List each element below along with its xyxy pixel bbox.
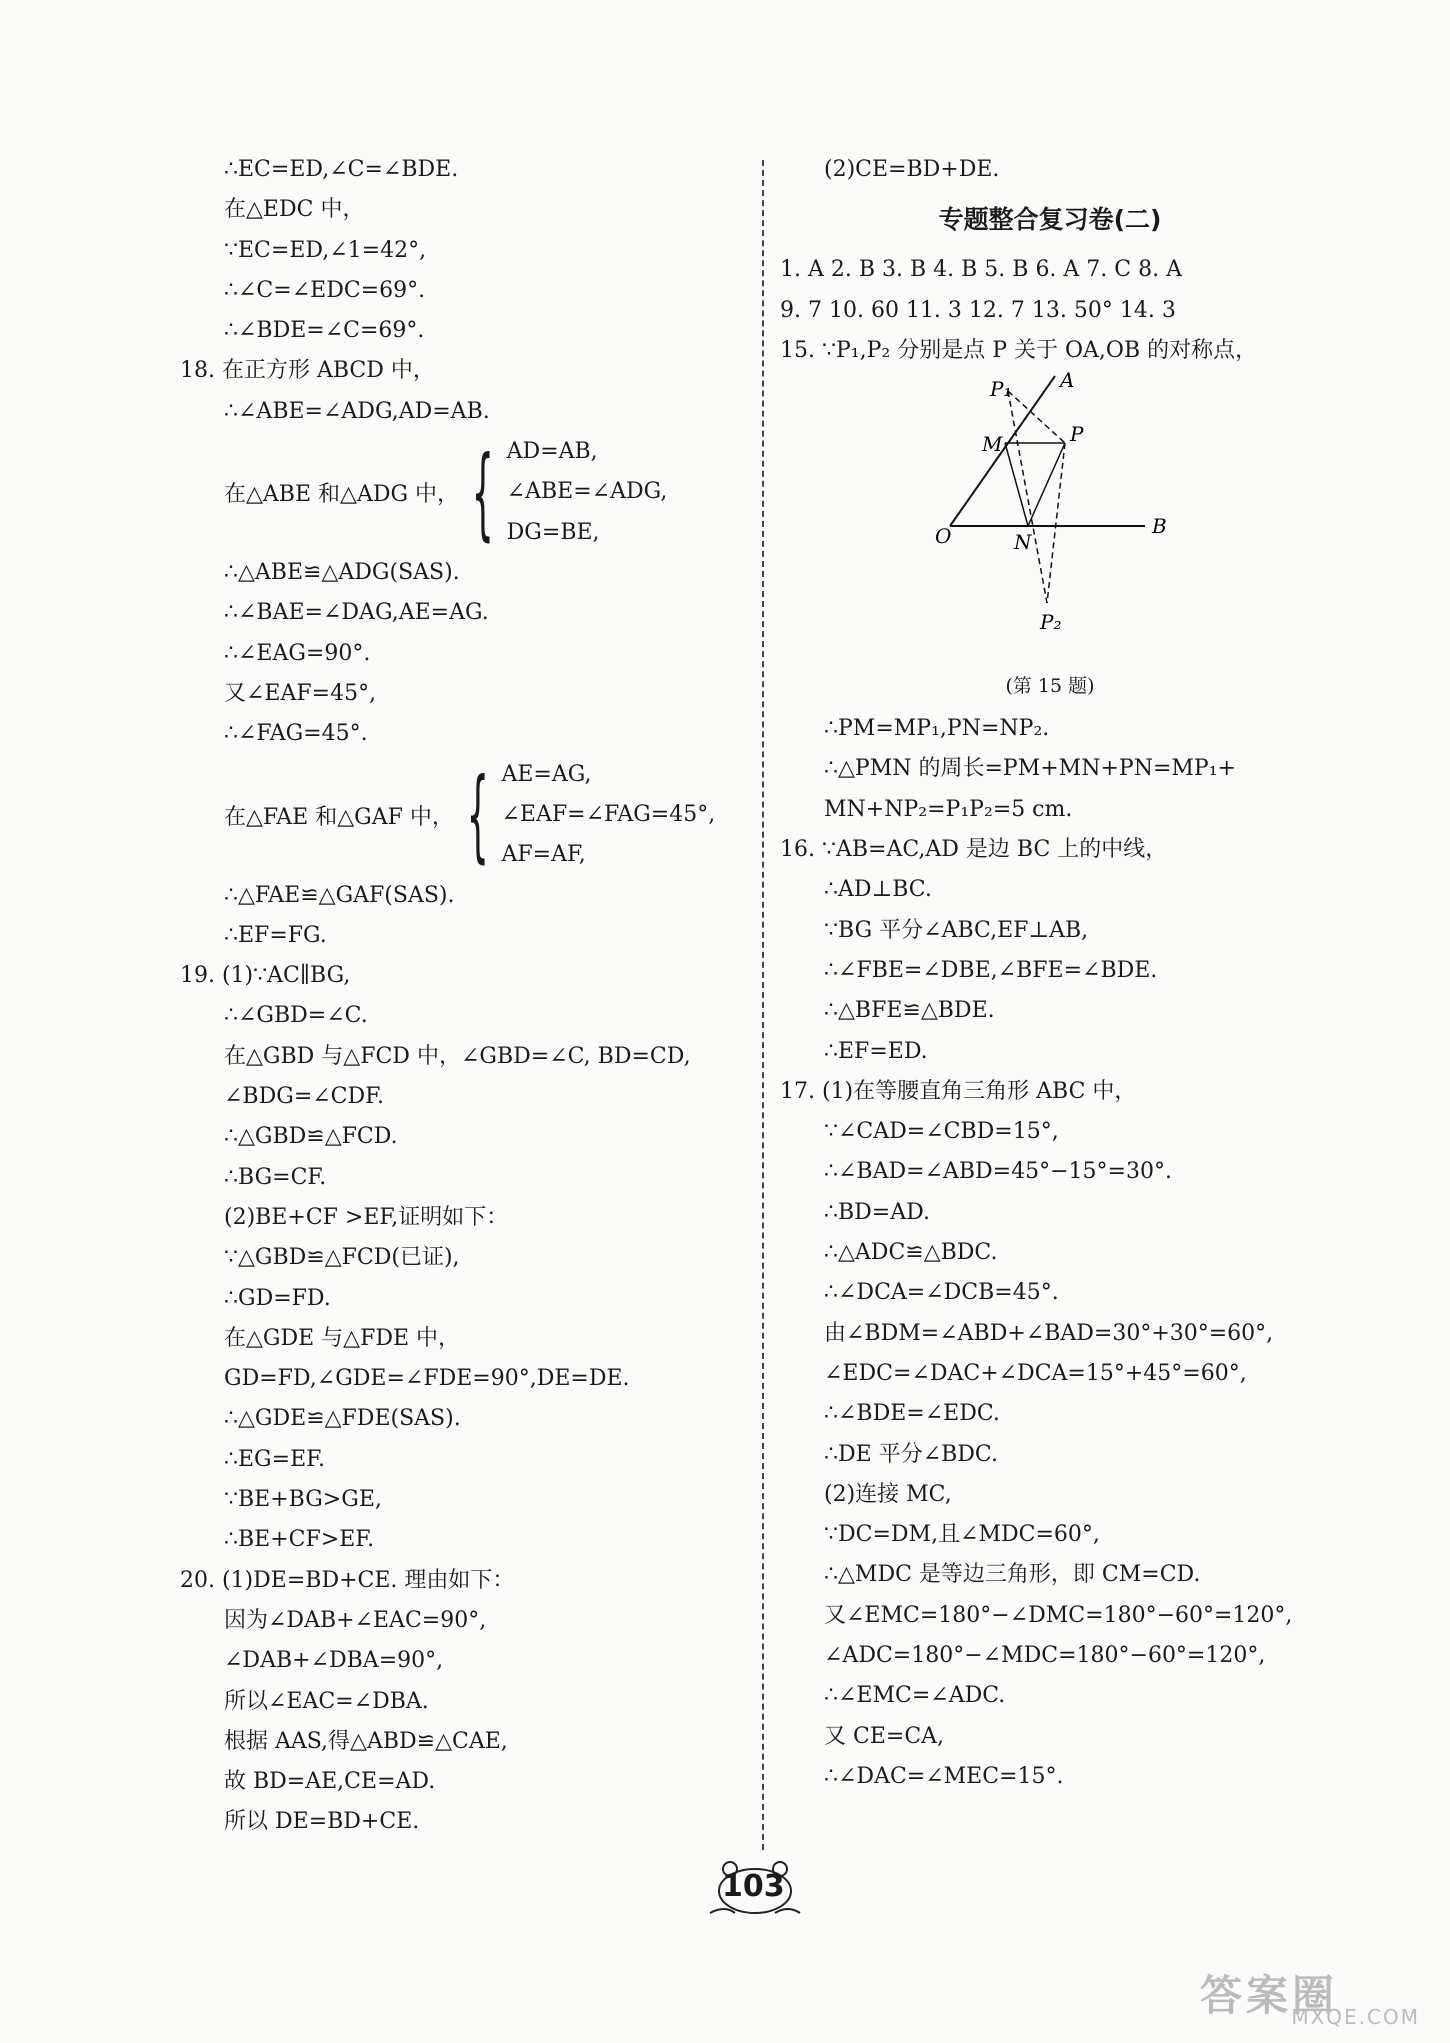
solution-line: 因为∠DAB+∠EAC=90°, (224, 1607, 487, 1633)
solution-line: ∴BE+CF>EF. (224, 1527, 375, 1553)
solution-line: ∴∠FAG=45°. (224, 721, 368, 747)
watermark-url: MXQE.COM (1291, 2005, 1420, 2029)
solution-line: 又∠EAF=45°, (224, 680, 377, 706)
solution-line: ∴∠C=∠EDC=69°. (224, 277, 426, 303)
solution-line: ∴EG=EF. (224, 1446, 325, 1472)
seg-PN (1028, 443, 1065, 526)
solution-line: 16. ∵AB=AC,AD 是边 BC 上的中线， (780, 837, 1168, 863)
figure-caption: (第 15 题) (1005, 675, 1095, 698)
brace-system (180, 755, 750, 876)
solution-line: ∠DAB+∠DBA=90°, (224, 1648, 444, 1674)
page-number: 103 (722, 1869, 785, 1904)
solution-line: 所以∠EAC=∠DBA. (224, 1688, 429, 1714)
brace-condition: AD=AB, (506, 439, 598, 465)
solution-line: 根据 AAS,得△ABD≌△CAE, (224, 1728, 508, 1754)
brace-condition: DG=BE, (506, 519, 600, 545)
solution-line: ∴∠DCA=∠DCB=45°. (824, 1280, 1059, 1306)
solution-line: 又∠EMC=180°−∠DMC=180°−60°=120°, (824, 1602, 1293, 1628)
brace-intro: 在△ABE 和△ADG 中， (224, 482, 460, 508)
column-divider (762, 160, 764, 1850)
solution-line: ∴BG=CF. (224, 1164, 327, 1190)
label-P1: P₁ (990, 377, 1012, 402)
solution-line: 在△GBD 与△FCD 中，∠GBD=∠C, BD=CD, (224, 1043, 691, 1069)
label-B: B (1152, 514, 1167, 539)
solution-line: ∴∠EMC=∠ADC. (824, 1683, 1006, 1709)
label-M: M (982, 432, 1003, 457)
solution-line: 所以 DE=BD+CE. (224, 1809, 420, 1835)
label-O: O (935, 524, 952, 549)
figure-15 (780, 371, 1320, 671)
solution-line: ∴∠ABE=∠ADG,AD=AB. (224, 398, 490, 424)
left-brace-icon: { (471, 433, 494, 551)
solution-line: ∴AD⊥BC. (824, 877, 932, 903)
solution-line: 故 BD=AE,CE=AD. (224, 1769, 436, 1795)
solution-line: ∴GD=FD. (224, 1285, 331, 1311)
solution-line: ∵BE+BG>GE, (224, 1487, 382, 1513)
solution-line: ∴△FAE≌△GAF(SAS). (224, 882, 455, 908)
solution-line: (2)连接 MC, (824, 1481, 952, 1507)
solution-line: ∴△PMN 的周长=PM+MN+PN=MP₁+ (824, 756, 1236, 782)
solution-line: ∴△GBD≌△FCD. (224, 1124, 398, 1150)
left-column (180, 150, 750, 1843)
label-A: A (1060, 371, 1075, 393)
brace-condition: ∠ABE=∠ADG, (506, 479, 668, 505)
solution-line: ∵BG 平分∠ABC,EF⊥AB, (824, 917, 1089, 943)
solution-line: ∴∠DAC=∠MEC=15°. (824, 1763, 1064, 1789)
solution-line: ∴DE 平分∠BDC. (824, 1441, 998, 1467)
watermark-logo: 答案圈 (1200, 1971, 1339, 2020)
solution-line: 在△EDC 中， (224, 197, 365, 223)
geometry-diagram (930, 371, 1190, 671)
solution-line: 1. A 2. B 3. B 4. B 5. B 6. A 7. C 8. A (780, 257, 1182, 283)
solution-line: GD=FD,∠GDE=∠FDE=90°,DE=DE. (224, 1366, 630, 1392)
left-brace-icon: { (466, 756, 489, 874)
solution-line: ∴△MDC 是等边三角形，即 CM=CD. (824, 1562, 1201, 1588)
solution-line: 由∠BDM=∠ABD+∠BAD=30°+30°=60°, (824, 1320, 1274, 1346)
solution-line: ∠ADC=180°−∠MDC=180°−60°=120°, (824, 1643, 1266, 1669)
solution-line: 又 CE=CA, (824, 1723, 945, 1749)
solution-line: ∵EC=ED,∠1=42°, (224, 237, 427, 263)
solution-line: (2)CE=BD+DE. (824, 157, 1000, 182)
seg-PP2 (1047, 443, 1065, 603)
label-P2: P₂ (1040, 610, 1062, 635)
brace-intro: 在△FAE 和△GAF 中， (224, 804, 454, 830)
solution-line: ∴∠BAE=∠DAG,AE=AG. (224, 600, 489, 626)
solution-line: ∴∠FBE=∠DBE,∠BFE=∠BDE. (824, 957, 1158, 983)
solution-line: 17. (1)在等腰直角三角形 ABC 中， (780, 1078, 1137, 1104)
solution-line: 9. 7 10. 60 11. 3 12. 7 13. 50° 14. 3 (780, 297, 1176, 323)
solution-line: ∴∠GBD=∠C. (224, 1003, 368, 1029)
brace-system (180, 432, 750, 553)
solution-line: ∴△ABE≌△ADG(SAS). (224, 560, 460, 586)
solution-line: ∴△BFE≌△BDE. (824, 998, 995, 1024)
solution-line: MN+NP₂=P₁P₂=5 cm. (824, 796, 1073, 822)
solution-line: ∵DC=DM,且∠MDC=60°, (824, 1522, 1100, 1548)
solution-line: 19. (1)∵AC∥BG, (180, 963, 351, 989)
solution-line: ∴∠BAD=∠ABD=45°−15°=30°. (824, 1159, 1172, 1185)
solution-line: (2)BE+CF >EF,证明如下： (224, 1204, 509, 1230)
solution-line: ∵△GBD≌△FCD(已证), (224, 1245, 460, 1271)
solution-line: ∵∠CAD=∠CBD=15°, (824, 1119, 1059, 1145)
solution-line: ∴EC=ED,∠C=∠BDE. (224, 157, 459, 182)
solution-line: ∴∠EAG=90°. (224, 640, 371, 666)
solution-line: ∴BD=AD. (824, 1199, 930, 1225)
label-P: P (1070, 422, 1084, 447)
solution-line: ∠EDC=∠DAC+∠DCA=15°+45°=60°, (824, 1360, 1247, 1386)
solution-line: 18. 在正方形 ABCD 中， (180, 358, 435, 384)
solution-line: ∴∠BDE=∠C=69°. (224, 318, 425, 344)
brace-condition: AF=AF, (501, 842, 586, 868)
solution-line: ∠BDG=∠CDF. (224, 1084, 384, 1110)
solution-line: ∴EF=ED. (824, 1038, 928, 1064)
solution-line: ∴∠BDE=∠EDC. (824, 1401, 1000, 1427)
solution-line: ∴△ADC≌△BDC. (824, 1240, 998, 1266)
solution-line: 20. (1)DE=BD+CE. 理由如下： (180, 1567, 515, 1593)
brace-condition: AE=AG, (501, 761, 592, 787)
solution-line: 15. ∵P₁,P₂ 分别是点 P 关于 OA,OB 的对称点， (780, 337, 1258, 363)
solution-line: 在△GDE 与△FDE 中， (224, 1325, 461, 1351)
solution-line: ∴△GDE≌△FDE(SAS). (224, 1406, 461, 1432)
watermark (1200, 1963, 1430, 2033)
right-column (780, 150, 1320, 1797)
brace-condition: ∠EAF=∠FAG=45°, (501, 801, 716, 827)
solution-line: ∴PM=MP₁,PN=NP₂. (824, 716, 1050, 742)
solution-line: ∴EF=FG. (224, 922, 327, 948)
label-N: N (1014, 530, 1032, 555)
section-title: 专题整合复习卷(二) (938, 205, 1162, 235)
page-number-badge (700, 1855, 810, 1925)
